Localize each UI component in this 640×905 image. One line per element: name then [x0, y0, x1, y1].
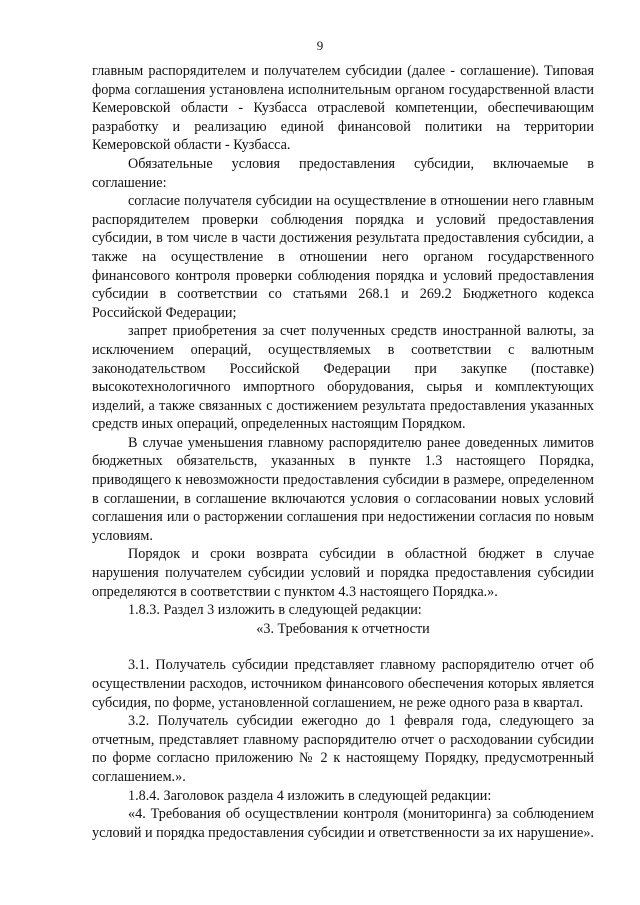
- paragraph-3-2: 3.2. Получатель субсидии ежегодно до 1 февраля года, следующего за отчетным, представляет главному распорядителю отчет о расходовании субсидии по форме согласно приложению № 2 к настоящему Порядку, предусмотренный соглашением.».: [92, 713, 594, 785]
- paragraph-3-1: 3.1. Получатель субсидии представляет главному распорядителю отчет об осуществлении расходов, источником финансового обеспечения которых является субсидия, по форме, установленной соглашением, не реже одного раза в квартал.: [92, 657, 594, 711]
- section-4-heading: «4. Требования об осуществлении контроля (мониторинга) за соблюдением условий и порядка предоставления субсидии и ответственности за их нарушение».: [92, 806, 594, 841]
- paragraph-refund-procedure: Порядок и сроки возврата субсидии в областной бюджет в случае нарушения получателем субсидии условий и порядка предоставления субсидии определяются в соответствии с пунктом 4.3 настоящего Порядка.».: [92, 546, 594, 600]
- paragraph-section-3-intro: 1.8.3. Раздел 3 изложить в следующей редакции:: [128, 602, 422, 619]
- document-body: [92, 62, 594, 842]
- paragraph-limits-reduction: В случае уменьшения главному распорядителю ранее доведенных лимитов бюджетных обязательств, указанных в пункте 1.3 настоящего Порядка, приводящего к невозможности предоставления субсидии в размере, определенном в соглашении, в соглашение включаются условия о согласовании новых условий соглашения или о расторжении соглашения при недостижении согласия по новым условиям.: [92, 434, 594, 544]
- paragraph-section-4-intro: 1.8.4. Заголовок раздела 4 изложить в следующей редакции:: [128, 787, 492, 804]
- paragraph-currency-ban: запрет приобретения за счет полученных средств иностранной валюты, за исключением операций, осуществляемых в соответствии с валютным законодательством Российской Федерации при закупке (поставке) высокотехнологичного импортного оборудования, сырья и комплектующих изделий, а также связанных с достижением результата предоставления указанных средств иных операций, определенных настоящим Порядком.: [92, 323, 594, 433]
- spacer: [92, 638, 594, 656]
- paragraph-mandatory-conditions: Обязательные условия предоставления субсидии, включаемые в соглашение:: [92, 155, 594, 191]
- page-number: 9: [316, 38, 324, 53]
- paragraph-consent-inspection: согласие получателя субсидии на осуществление в отношении него главным распорядителем проверки соблюдения порядка и условий предоставления субсидии, в том числе в части достижения результата предоставления субсидии, а также на осуществление в отношении него органом государственного финансового контроля проверки соблюдения порядка и условий предоставления субсидии в соответствии со статьями 268.1 и 269.2 Бюджетного кодекса Российской Федерации;: [92, 193, 594, 321]
- paragraph-agreement-form: главным распорядителем и получателем субсидии (далее - соглашение). Типовая форма соглашения установлена исполнительным органом государственной власти Кемеровской области - Кузбасса отраслевой компетенции, обеспечивающим разработку и реализацию единой финансовой политики на территории Кемеровской области - Кузбасса.: [92, 63, 594, 154]
- section-3-heading: «3. Требования к отчетности: [256, 620, 430, 637]
